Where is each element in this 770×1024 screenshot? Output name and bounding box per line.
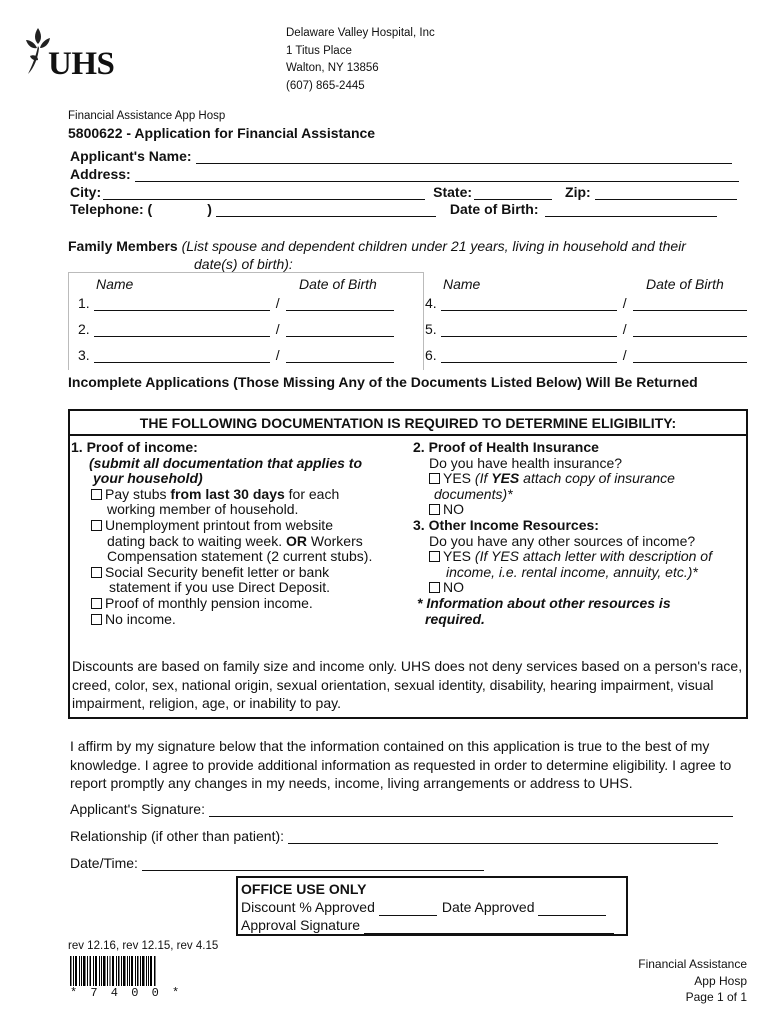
family-instructions-1: (List spouse and dependent children under 21 years, living in household and their [181, 238, 686, 254]
approval-signature-field[interactable] [364, 920, 614, 934]
address-line: 1 Titus Place [286, 44, 352, 57]
family-dob-field[interactable] [633, 323, 747, 337]
family-name-field[interactable] [441, 349, 617, 363]
item-text-bold: OR [286, 532, 307, 549]
no-income-checkbox[interactable] [91, 614, 102, 625]
income-column [71, 440, 411, 627]
insurance-column [413, 440, 749, 627]
documentation-heading: THE FOLLOWING DOCUMENTATION IS REQUIRED TO DETERMINE ELIGIBILITY: [70, 415, 746, 436]
family-name-field[interactable] [94, 323, 270, 337]
family-name-field[interactable] [441, 297, 617, 311]
insurance-yes-checkbox[interactable] [429, 473, 440, 484]
slash-separator: / [275, 295, 280, 311]
phone-line: (607) 865-2445 [286, 79, 365, 92]
incomplete-notice: Incomplete Applications (Those Missing Any of the Documents Listed Below) Will Be Returned [68, 374, 698, 390]
item-text: Workers [307, 532, 363, 549]
address-label: Address: [70, 166, 131, 182]
applicant-name-label: Applicant's Name: [70, 148, 192, 164]
income-item-text: statement if you use Direct Deposit. [109, 579, 330, 596]
row-number: 1. [78, 295, 90, 311]
state-label: State: [433, 184, 473, 200]
telephone-field[interactable] [216, 203, 436, 217]
other-income-title: 3. Other Income Resources: [413, 516, 599, 533]
page-number: Page 1 of 1 [685, 990, 747, 1004]
option-text: YES [443, 548, 475, 565]
applicant-name-field[interactable] [196, 150, 732, 164]
non-discrimination-statement: Discounts are based on family size and income only. UHS does not deny services based on a person's race, creed, color, sex, national origin, sexual orientation, sexual identity, disability, hearing impairment, visual impairment, religion, age, or inability to pay. [72, 658, 743, 711]
family-members-label: Family Members [68, 238, 178, 254]
address-line: Walton, NY 13856 [286, 62, 379, 74]
family-dob-field[interactable] [286, 297, 394, 311]
income-item-no-income [71, 612, 411, 628]
income-note-2: your household) [93, 470, 203, 487]
telephone-paren: ) [207, 201, 212, 217]
other-required-note-1: * Information about other resources is [417, 594, 671, 611]
family-members-instructions [68, 237, 748, 273]
applicant-signature-row [70, 801, 733, 817]
option-note-bold: YES [491, 470, 520, 487]
insurance-yes-option [413, 471, 749, 487]
row-number: 3. [78, 347, 90, 363]
hospital-address [286, 25, 435, 95]
other-yes-option [413, 549, 749, 565]
applicant-signature-field[interactable] [209, 803, 733, 817]
approval-signature-label: Approval Signature [241, 917, 361, 933]
insurance-title: 2. Proof of Health Insurance [413, 439, 599, 455]
office-approval-row [241, 898, 623, 916]
income-item-text [71, 534, 411, 550]
zip-field[interactable] [595, 186, 737, 200]
pay-stubs-checkbox[interactable] [91, 489, 102, 500]
applicant-signature-label: Applicant's Signature: [70, 801, 205, 817]
income-item-social-security [71, 565, 411, 581]
discount-approved-label: Discount % Approved [241, 899, 375, 915]
option-note: attach copy of insurance [519, 470, 675, 487]
uhs-logo [22, 26, 132, 86]
telephone-label: Telephone: ( [70, 201, 153, 217]
relationship-label: Relationship (if other than patient): [70, 828, 285, 844]
item-text: Unemployment printout from website [105, 516, 333, 533]
revision-note: rev 12.16, rev 12.15, rev 4.15 [68, 940, 219, 952]
city-row [70, 184, 737, 200]
unemployment-checkbox[interactable] [91, 520, 102, 531]
family-instructions-2: date(s) of birth): [194, 256, 293, 272]
state-field[interactable] [474, 186, 552, 200]
datetime-row [70, 855, 484, 871]
family-row-4 [425, 295, 747, 311]
income-title: 1. Proof of income: [71, 439, 198, 455]
family-dob-field[interactable] [286, 323, 394, 337]
item-text-bold: from last 30 days [170, 485, 285, 502]
income-item-unemployment [71, 518, 411, 534]
address-line: Delaware Valley Hospital, Inc [286, 27, 435, 39]
office-use-title: OFFICE USE ONLY [241, 881, 367, 897]
family-name-field[interactable] [441, 323, 617, 337]
row-number: 6. [425, 347, 437, 363]
logo-text: UHS [48, 46, 115, 82]
datetime-field[interactable] [142, 857, 484, 871]
col-header-name: Name [96, 276, 134, 292]
applicant-name-row [70, 148, 732, 164]
row-number: 2. [78, 321, 90, 337]
option-text: NO [443, 501, 464, 518]
social-security-checkbox[interactable] [91, 567, 102, 578]
row-number: 5. [425, 321, 437, 337]
page-footer [638, 956, 747, 1006]
income-item-text: Compensation statement (2 current stubs). [107, 548, 373, 565]
slash-separator: / [622, 347, 627, 363]
footer-line-1: Financial Assistance [638, 957, 747, 971]
option-text: YES [443, 470, 475, 487]
dob-label: Date of Birth: [449, 201, 539, 217]
item-text: Pay stubs [105, 485, 171, 502]
footer-line-2: App Hosp [694, 973, 747, 988]
relationship-field[interactable] [288, 830, 718, 844]
other-required-note-2: required. [425, 610, 485, 627]
family-row-2 [78, 321, 394, 337]
other-no-checkbox[interactable] [429, 582, 440, 593]
family-name-field[interactable] [94, 297, 270, 311]
form-subtitle: Financial Assistance App Hosp [68, 110, 226, 122]
family-row-1 [78, 295, 394, 311]
col-header-name: Name [443, 276, 481, 292]
insurance-yes-note: documents)* [434, 485, 513, 502]
income-note-1: (submit all documentation that applies to [89, 454, 363, 471]
income-item-text: working member of household. [107, 501, 299, 518]
office-signature-row [241, 916, 623, 934]
slash-separator: / [622, 295, 627, 311]
item-text: dating back to waiting week. [107, 532, 286, 549]
affirmation-text: I affirm by my signature below that the information contained on this application is true to the best of my knowledge. I agree to provide additional information as requested in order to determine eligibility. I agree to report promptly any changes in my needs, income, living arrangements or address to UHS. [70, 738, 732, 791]
row-number: 4. [425, 295, 437, 311]
insurance-question: Do you have health insurance? [429, 454, 623, 471]
option-note: (If [474, 470, 492, 487]
datetime-label: Date/Time: [70, 855, 138, 871]
family-dob-field[interactable] [633, 297, 747, 311]
documentation-box [68, 409, 748, 719]
office-use-box [236, 876, 628, 936]
family-dob-field[interactable] [633, 349, 747, 363]
relationship-row [70, 828, 718, 844]
pension-checkbox[interactable] [91, 598, 102, 609]
slash-separator: / [275, 321, 280, 337]
zip-label: Zip: [565, 184, 591, 200]
family-row-3 [78, 347, 394, 363]
city-label: City: [70, 184, 102, 200]
item-text: Social Security benefit letter or bank [105, 563, 330, 580]
col-header-dob: Date of Birth [646, 276, 724, 292]
item-text: Proof of monthly pension income. [105, 594, 313, 611]
date-approved-label: Date Approved [441, 899, 535, 915]
other-yes-note: income, i.e. rental income, annuity, etc.)* [446, 563, 698, 580]
option-text: NO [443, 579, 464, 596]
income-item-pay-stubs [71, 487, 411, 503]
other-yes-checkbox[interactable] [429, 551, 440, 562]
address-row [70, 166, 739, 182]
col-header-dob: Date of Birth [299, 276, 377, 292]
discount-approved-field[interactable] [379, 902, 437, 916]
option-note: (If YES attach letter with description of [474, 548, 712, 565]
item-text: No income. [105, 610, 176, 627]
item-text: for each [284, 485, 340, 502]
other-income-question: Do you have any other sources of income? [429, 532, 696, 549]
dob-field[interactable] [545, 203, 717, 217]
income-item-pension [71, 596, 411, 612]
date-approved-field[interactable] [538, 902, 606, 916]
insurance-no-option [413, 502, 749, 518]
form-title: 5800622 - Application for Financial Assistance [68, 125, 376, 141]
insurance-no-checkbox[interactable] [429, 504, 440, 515]
slash-separator: / [275, 347, 280, 363]
barcode-number: * 7 4 0 0 * [70, 986, 183, 1000]
city-field[interactable] [103, 186, 425, 200]
family-row-6 [425, 347, 747, 363]
barcode-icon [70, 956, 156, 986]
slash-separator: / [622, 321, 627, 337]
family-dob-field[interactable] [286, 349, 394, 363]
address-field[interactable] [135, 168, 739, 182]
family-name-field[interactable] [94, 349, 270, 363]
family-row-5 [425, 321, 747, 337]
telephone-row [70, 201, 717, 217]
other-no-option [413, 580, 749, 596]
